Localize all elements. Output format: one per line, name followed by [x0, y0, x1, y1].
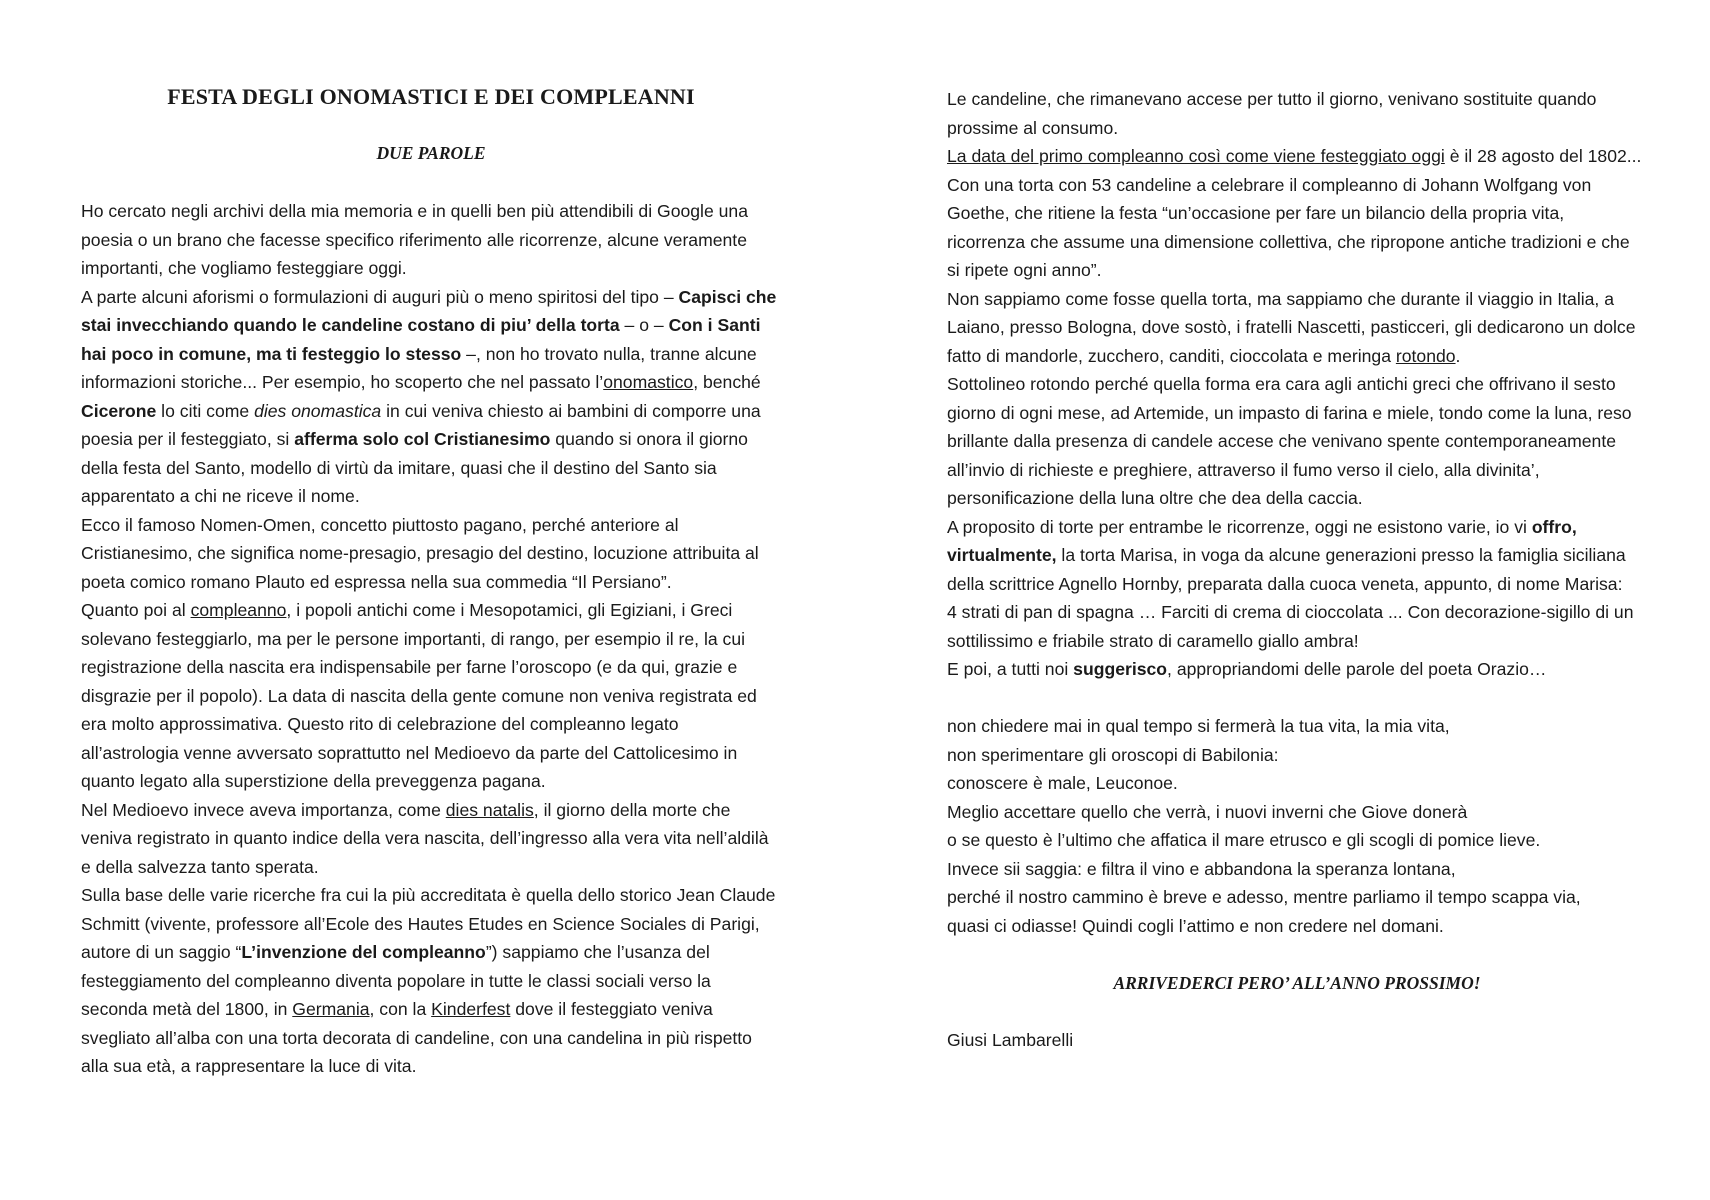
text-run: A parte alcuni aforismi o formulazioni di auguri più o meno spiritosi del tipo –	[81, 286, 679, 307]
paragraph-schmitt	[81, 881, 781, 1081]
poem-line: o se questo è l’ultimo che affatica il mare etrusco e gli scogli di pomice lieve.	[947, 830, 1541, 850]
bold-offro: offro, virtualmente,	[947, 516, 1577, 565]
text-run: , benché	[693, 372, 761, 392]
italic-dies-onomastica: dies onomastica	[254, 400, 382, 421]
paragraph-goethe	[947, 142, 1647, 285]
text-run: – o –	[619, 315, 669, 335]
page-title: FESTA DEGLI ONOMASTICI E DEI COMPLEANNI	[167, 84, 695, 109]
underlined-onomastico: onomastico	[603, 372, 694, 392]
text-run: , il giorno della morte che veniva registrato in quanto indice della vera nascita, dell’ingresso alla vera vita nell’aldilà e della salvezza tanto sperata.	[81, 799, 769, 877]
paragraph-intro: Ho cercato negli archivi della mia memoria e in quelli ben più attendibili di Google una poesia o un brano che facesse specifico riferimento alle ricorrenze, alcune veramente importanti, che vogliamo festeggiare oggi.	[81, 201, 748, 278]
aphorism-candeline: Capisci che stai invecchiando quando le candeline costano di piu’ della torta	[81, 286, 777, 335]
spacer	[947, 940, 1647, 969]
text-run: ”) sappiamo che l’usanza del festeggiamento del compleanno diventa popolare in tutte le classi sociali verso la seconda metà del 1800, in	[81, 942, 711, 1019]
bold-suggerisco: suggerisco	[1073, 659, 1168, 679]
text-run: A proposito di torte per entrambe le ricorrenze, oggi ne esistono varie, io vi	[947, 516, 1532, 537]
left-body	[81, 197, 781, 1081]
underlined-kinderfest: Kinderfest	[431, 999, 511, 1019]
poem-line: quasi ci odiasse! Quindi cogli l’attimo e non credere nel domani.	[947, 915, 1444, 936]
text-run: lo citi come	[156, 400, 255, 421]
right-column	[947, 85, 1647, 1054]
text-run: , appropriandomi delle parole del poeta Orazio…	[1167, 659, 1547, 679]
text-run: Nel Medioevo invece aveva importanza, come	[81, 799, 446, 820]
bold-cristianesimo: afferma solo col Cristianesimo	[294, 429, 551, 449]
text-run: , con la	[369, 999, 432, 1019]
poem-line: Invece sii saggia: e filtra il vino e abbandona la speranza lontana,	[947, 858, 1456, 879]
closing-line: ARRIVEDERCI PERO’ ALL’ANNO PROSSIMO!	[1113, 972, 1481, 993]
text-run: dove il festeggiato veniva svegliato all’alba con una torta decorata di candeline, con una candelina in più rispetto alla sua età, a rappresentare la luce di vita.	[81, 999, 752, 1076]
paragraph-medioevo	[81, 796, 781, 882]
page-subtitle: DUE PAROLE	[376, 143, 486, 163]
text-run: è il 28 agosto del 1802... Con una torta con 53 candeline a celebrare il compleanno di Johann Wolfgang von Goethe, che ritiene la festa “un’occasione per fare un bilancio della propria vita, ricorrenza che assume una dimensione collettiva, che ripropone antiche tradizioni e che si ripete ogni anno”.	[947, 146, 1642, 280]
text-run: , i popoli antichi come i Mesopotamici, gli Egiziani, i Greci solevano festeggiarlo, ma per le persone importanti, di rango, per esempio il re, la cui registrazione della nascita era indispensabile per farne l’oroscopo (e da qui, grazie e disgrazie per il popolo). La data di nascita della gente comune non veniva registrata ed era molto approssimativa. Questo rito di celebrazione del compleanno legato all’astrologia venne avversato soprattutto nel Medioevo da parte del Cattolicesimo in quanto legato alla superstizione della preveggenza pagana.	[81, 600, 757, 791]
bold-book-title: L’invenzione del compleanno	[241, 942, 486, 962]
poem-line: non chiedere mai in qual tempo si fermerà la tua vita, la mia vita,	[947, 716, 1450, 736]
poem-line: perché il nostro cammino è breve e adesso, mentre parliamo il tempo scappa via,	[947, 887, 1581, 907]
underlined-compleanno: compleanno	[190, 600, 287, 620]
paragraph-nomen-omen: Ecco il famoso Nomen-Omen, concetto piuttosto pagano, perché anteriore al Cristianesimo, che significa nome-presagio, presagio del destino, locuzione attribuita al poeta comico romano Plauto ed espressa nella sua commedia “Il Persiano”.	[81, 514, 759, 592]
paragraph-aforismi	[81, 283, 781, 511]
underlined-germania: Germania	[292, 999, 370, 1019]
underlined-dies-natalis: dies natalis	[445, 799, 534, 820]
paragraph-artemide: Sottolineo rotondo perché quella forma era cara agli antichi greci che offrivano il sesto giorno di ogni mese, ad Artemide, un impasto di farina e miele, tondo come la luna, reso brillante dalla presenza di candele accese che venivano spente contemporaneamente all’invio di richieste e preghiere, attraverso il fumo verso il cielo, alla divinita’, personificazione della luna oltre che dea della caccia.	[947, 374, 1632, 508]
signature: Giusi Lambarelli	[947, 1029, 1074, 1050]
text-run: .	[1455, 345, 1461, 366]
aphorism-santi: Con i Santi hai poco in comune, ma ti festeggio lo stesso	[81, 315, 761, 364]
bold-cicerone: Cicerone	[81, 400, 157, 421]
text-run: Quanto poi al	[81, 600, 191, 620]
text-run: la torta Marisa, in voga da alcune generazioni presso la famiglia siciliana della scrittrice Agnello Hornby, preparata dalla cuoca veneta, appunto, di nome Marisa:	[947, 545, 1626, 594]
paragraph-torta-marisa	[947, 513, 1647, 599]
paragraph-recipe: 4 strati di pan di spagna … Farciti di crema di cioccolata ... Con decorazione-sigillo di un sottilissimo e friabile strato di caramello giallo ambra!	[947, 602, 1634, 651]
poem-line: conoscere è male, Leuconoe.	[947, 773, 1178, 793]
paragraph-orazio	[947, 655, 1647, 684]
paragraph-nascetti	[947, 285, 1647, 371]
text-run: Sulla base delle varie ricerche fra cui la più accreditata è quella dello storico Jean Claude Schmitt (vivente, professore all’Ecole des Hautes Etudes en Science Sociales di Parigi, autore di un saggio “	[81, 885, 776, 962]
text-run: quando si onora il giorno della festa del Santo, modello di virtù da imitare, quasi che il destino del Santo sia apparentato a chi ne riceve il nome.	[81, 429, 748, 506]
spacer	[947, 684, 1647, 713]
text-run: –, non ho trovato nulla, tranne alcune informazioni storiche... Per esempio, ho scoperto che nel passato l’	[81, 343, 757, 392]
paragraph-candeline: Le candeline, che rimanevano accese per tutto il giorno, venivano sostituite quando prossime al consumo.	[947, 89, 1597, 138]
spacer	[947, 997, 1647, 1026]
text-run: E poi, a tutti noi	[947, 659, 1074, 679]
poem	[947, 712, 1647, 940]
paragraph-compleanno	[81, 596, 781, 796]
underlined-rotondo: rotondo	[1395, 345, 1456, 366]
text-run: Non sappiamo come fosse quella torta, ma sappiamo che durante il viaggio in Italia, a Laiano, presso Bologna, dove sostò, i fratelli Nascetti, pasticceri, gli dedicarono un dolce fatto di mandorle, zucchero, canditi, cioccolata e meringa	[947, 288, 1636, 366]
poem-line: Meglio accettare quello che verrà, i nuovi inverni che Giove donerà	[947, 801, 1468, 822]
poem-line: non sperimentare gli oroscopi di Babilonia:	[947, 744, 1279, 765]
underlined-primo-compleanno: La data del primo compleanno così come viene festeggiato oggi	[947, 146, 1445, 166]
text-run: in cui veniva chiesto ai bambini di comporre una poesia per il festeggiato, si	[81, 400, 761, 449]
